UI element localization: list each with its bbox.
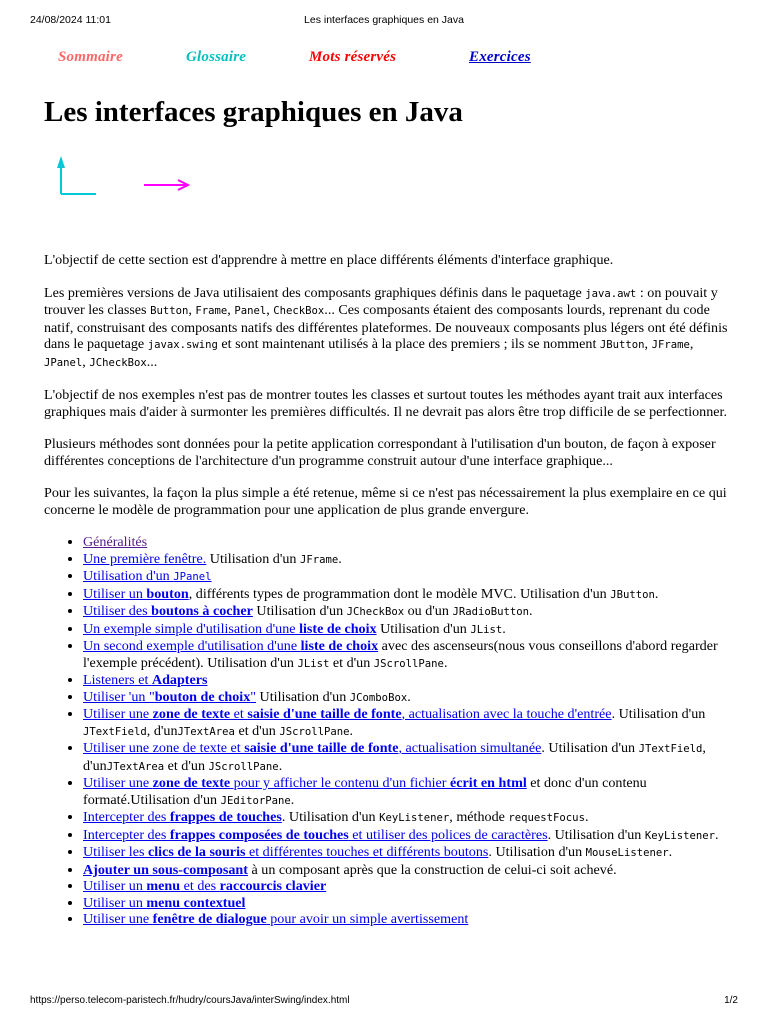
list-item: • Intercepter des frappes de touches. Utilisation d'un KeyListener, méthode requestFocus. — [83, 809, 728, 827]
top-nav — [44, 49, 738, 71]
print-footer — [30, 995, 738, 1009]
code-token: CheckBox — [273, 305, 325, 317]
list-item — [83, 534, 728, 551]
toc-link-zone-de-texte-entree[interactable]: Utiliser une zone de texte et saisie d'une taille de fonte, actualisation avec la touche d'entrée — [83, 706, 612, 722]
list-item — [83, 672, 728, 689]
simplicity-paragraph: Pour les suivantes, la façon la plus simple a été retenue, même si ce n'est pas nécessairement la plus exemplaire en ce qui concerne le modèle de programmation pour une application de plus grande envergure. — [44, 485, 727, 518]
toc-link-fenetre-dialogue[interactable]: Utiliser une fenêtre de dialogue pour avoir un simple avertissement — [83, 911, 469, 927]
list-item: • Utiliser les clics de la souris et différentes touches et différents boutons. Utilisation d'un MouseListener. — [83, 844, 728, 862]
list-item — [83, 911, 728, 928]
list-item: • Un exemple simple d'utilisation d'une liste de choix Utilisation d'un JList. — [83, 621, 728, 639]
code-token: Frame — [195, 305, 228, 317]
main-content — [44, 252, 728, 928]
print-header — [30, 14, 738, 30]
toc-link-menu-contextuel[interactable]: Utiliser un menu contextuel — [83, 894, 246, 911]
toc-link-generalites[interactable]: Généralités — [83, 534, 148, 550]
list-item — [83, 878, 728, 895]
history-paragraph: Les premières versions de Java utilisaient des composants graphiques définis dans le paquetage java.awt : on pouvait y trouver les classes Button, Frame, Panel, CheckBox... Ces composants étaient des composants lourds, reprenant du code natif, construisant des composants natifs des différentes plateformes. De nouveaux composants plus légers ont été définis dans le paquetage javax.swing et sont maintenant utilisés à la place des premiers ; ils se nomment JButton, JFrame, JPanel, JCheckBox... — [44, 284, 728, 370]
list-item — [83, 895, 728, 912]
toc-link-bouton[interactable]: Utiliser un bouton — [83, 585, 189, 602]
up-arrow-icon[interactable] — [57, 156, 96, 194]
toc-link-jpanel[interactable]: Utilisation d'un JPanel — [83, 568, 212, 584]
toc-list — [44, 534, 728, 928]
nav-mots-reserves-link[interactable]: Mots réservés — [309, 49, 397, 65]
toc-link-premiere-fenetre[interactable]: Une première fenêtre. — [83, 550, 207, 567]
toc-link-menu-raccourcis[interactable]: Utiliser un menu et des raccourcis clavier — [83, 878, 327, 894]
objective-paragraph: L'objectif de nos exemples n'est pas de montrer toutes les classes et surtout toutes les méthodes ayant trait aux interfaces graphiques mais d'aider à surmonter les premières difficultés. Il ne devrait pas alors être trop difficile de se perfectionner. — [44, 387, 727, 420]
list-item: • Un second exemple d'utilisation d'une liste de choix avec des ascenseurs(nous vous conseillons d'abord regarder l'exemple précédent). Utilisation d'un JList et d'un JScrollPane. — [83, 638, 728, 672]
list-item: • Utiliser 'un "bouton de choix" Utilisation d'un JComboBox. — [83, 689, 728, 707]
page-number: 1/2 — [724, 995, 738, 1006]
list-item: • Intercepter des frappes composées de touches et utiliser des polices de caractères. Utilisation d'un KeyListener. — [83, 827, 728, 845]
list-item: • Ajouter un sous-composant à un composant après que la construction de celui-ci soit achevé. — [83, 862, 728, 879]
intro-paragraph: L'objectif de cette section est d'apprendre à mettre en place différents éléments d'interface graphique. — [44, 252, 614, 268]
toc-link-fichier-html[interactable]: Utiliser une zone de texte pour y afficher le contenu d'un fichier écrit en html — [83, 775, 527, 791]
print-datetime: 24/08/2024 11:01 — [30, 14, 111, 26]
toc-link-bouton-de-choix[interactable]: Utiliser 'un "bouton de choix" — [83, 688, 257, 705]
list-item: • Utiliser une zone de texte et saisie d'une taille de fonte, actualisation simultanée. Utilisation d'un JTextField, d'unJTextArea et d'un JScrollPane. — [83, 740, 728, 775]
page-title: Les interfaces graphiques en Java — [44, 96, 463, 128]
print-title: Les interfaces graphiques en Java — [304, 14, 464, 26]
code-token: JCheckBox — [89, 356, 147, 369]
toc-link-liste-de-choix-ascenseurs[interactable]: Un second exemple d'utilisation d'une liste de choix — [83, 638, 379, 654]
code-token: JButton — [599, 339, 645, 351]
list-item — [83, 568, 728, 586]
toc-link-liste-de-choix[interactable]: Un exemple simple d'utilisation d'une liste de choix — [83, 620, 377, 637]
toc-link-sous-composant[interactable]: Ajouter un sous-composant — [83, 861, 248, 878]
nav-glossaire-link[interactable]: Glossaire — [186, 49, 247, 65]
toc-link-zone-de-texte-simultanee[interactable]: Utiliser une zone de texte et saisie d'une taille de fonte, actualisation simultanée — [83, 740, 542, 756]
toc-link-boutons-a-cocher[interactable]: Utiliser des boutons à cocher — [83, 603, 253, 619]
toc-link-clics-souris[interactable]: Utiliser les clics de la souris et différentes touches et différents boutons — [83, 844, 489, 860]
code-token: javax.swing — [147, 339, 218, 351]
code-token: JFrame — [651, 339, 690, 351]
right-arrow-icon[interactable] — [144, 180, 188, 190]
list-item: • Utiliser une zone de texte pour y afficher le contenu d'un fichier écrit en html et donc d'un contenu formaté.Utilisation d'un JEditorPane. — [83, 775, 728, 809]
list-item: • Utiliser une zone de texte et saisie d'une taille de fonte, actualisation avec la touche d'entrée. Utilisation d'un JTextField, d'unJTextArea et d'un JScrollPane. — [83, 706, 728, 740]
code-token: Panel — [234, 305, 267, 317]
methods-paragraph: Plusieurs méthodes sont données pour la petite application correspondant à l'utilisation d'un bouton, de façon à exposer différentes conceptions de l'architecture d'un programme construit autour d'une interface graphique... — [44, 436, 716, 469]
list-item: • Une première fenêtre. Utilisation d'un JFrame. — [83, 551, 728, 569]
nav-sommaire-link[interactable]: Sommaire — [58, 49, 123, 65]
print-url: https://perso.telecom-paristech.fr/hudry/coursJava/interSwing/index.html — [30, 995, 350, 1006]
toc-link-listeners-adapters[interactable]: Listeners et Adapters — [83, 672, 208, 688]
code-token: JPanel — [44, 356, 83, 369]
toc-link-frappes-composees[interactable]: Intercepter des frappes composées de touches et utiliser des polices de caractères — [83, 826, 548, 843]
nav-exercices-link[interactable]: Exercices — [469, 49, 531, 65]
list-item: • Utiliser un bouton, différents types de programmation dont le modèle MVC. Utilisation d'un JButton. — [83, 586, 728, 604]
code-token: java.awt — [585, 287, 637, 300]
code-token: Button — [150, 305, 189, 317]
navigation-arrows — [54, 152, 204, 202]
toc-link-frappes-de-touches[interactable]: Intercepter des frappes de touches — [83, 809, 282, 825]
list-item: • Utiliser des boutons à cocher Utilisation d'un JCheckBox ou d'un JRadioButton. — [83, 603, 728, 621]
